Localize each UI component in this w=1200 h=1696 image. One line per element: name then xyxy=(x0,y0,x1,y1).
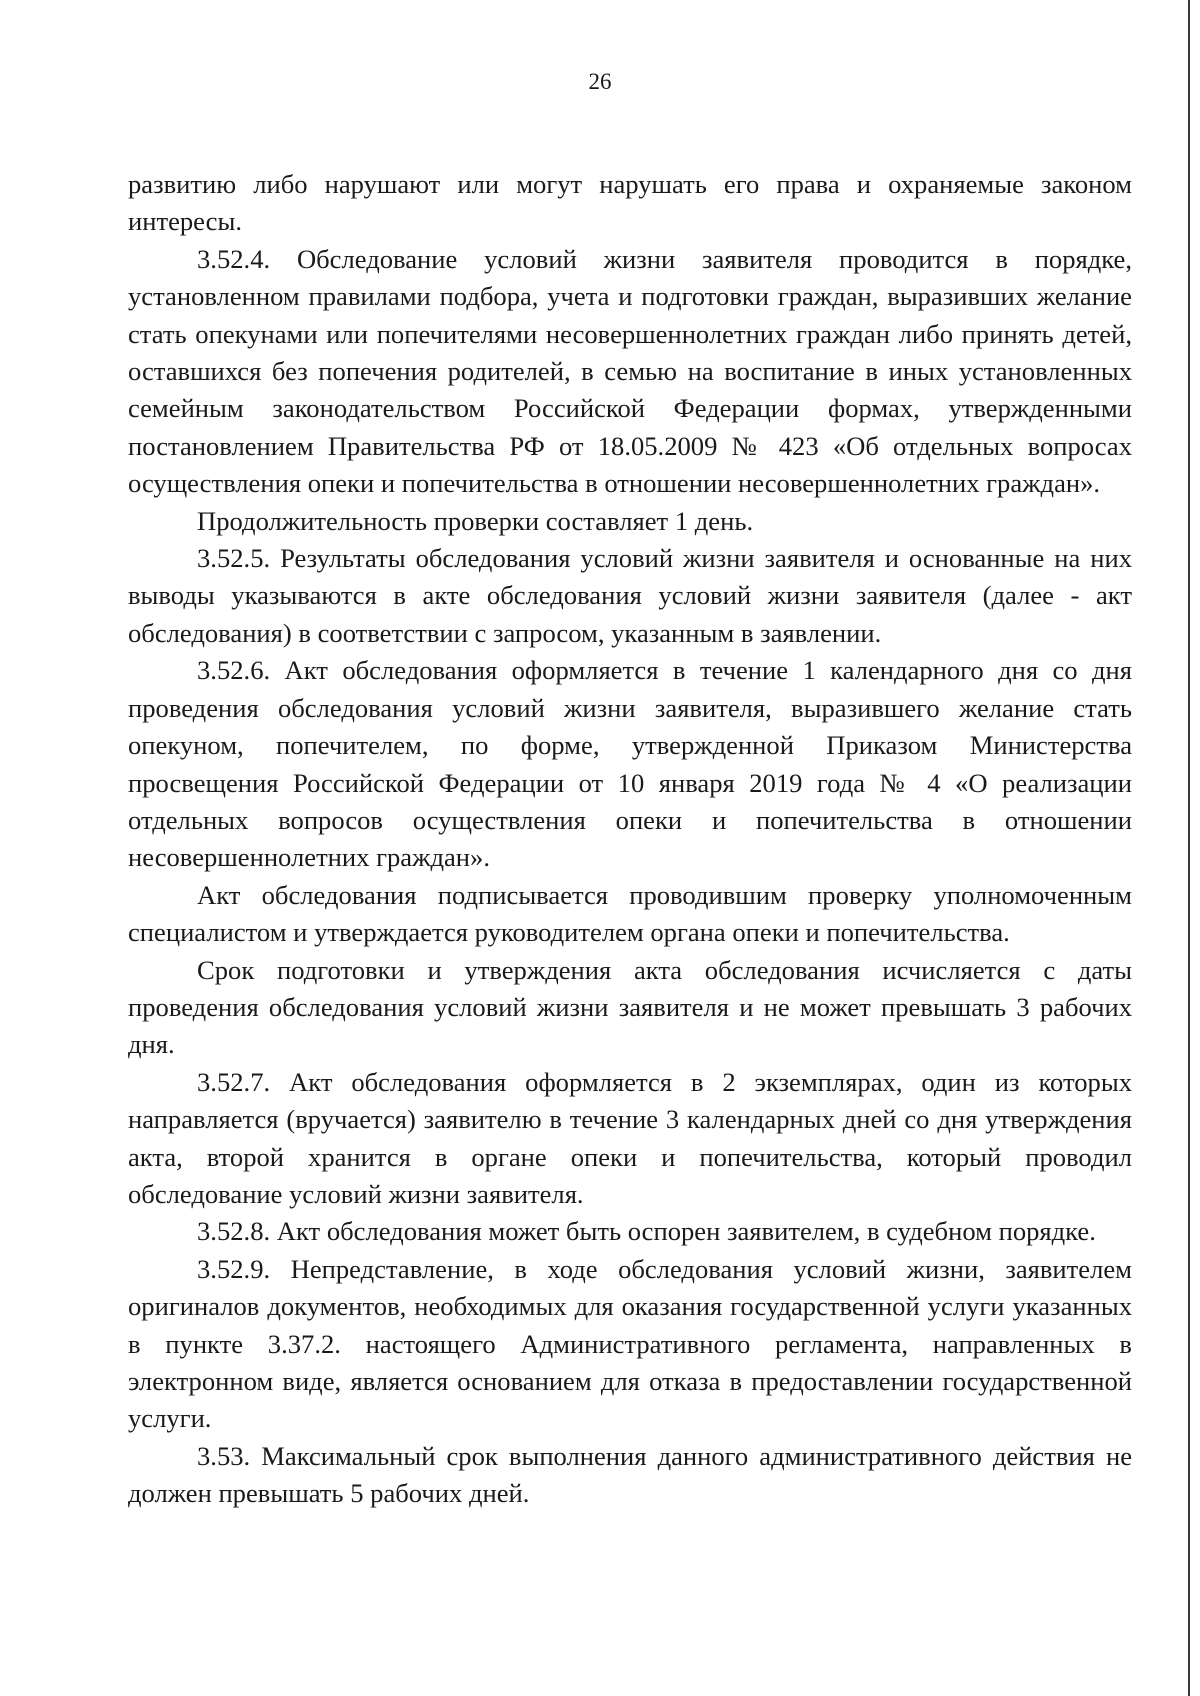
paragraph-act-deadline: Срок подготовки и утверждения акта обследования исчисляется с даты проведения обследования условий жизни заявителя и не может превышать 3 рабочих дня. xyxy=(128,954,1132,1060)
document-body xyxy=(128,166,1132,1513)
paragraph-3-52-4: 3.52.4. Обследование условий жизни заявителя проводится в порядке, установленном правилами подбора, учета и подготовки граждан, выразивших желание стать опекунами или попечителями несовершеннолетних граждан либо принять детей, оставшихся без попечения родителей, в семью на воспитание в иных установленных семейным законодательством Российской Федерации формах, утвержденными постановлением Правительства РФ от 18.05.2009 № 423 «Об отдельных вопросах осуществления опеки и попечительства в отношении несовершеннолетних граждан». xyxy=(128,243,1132,499)
paragraph-3-52-5: 3.52.5. Результаты обследования условий жизни заявителя и основанные на них выводы указываются в акте обследования условий жизни заявителя (далее - акт обследования) в соответствии с запросом, указанным в заявлении. xyxy=(128,543,1132,648)
paragraph-check-duration: Продолжительность проверки составляет 1 день. xyxy=(197,505,754,536)
paragraph-3-53: 3.53. Максимальный срок выполнения данного административного действия не должен превышать 5 рабочих дней. xyxy=(128,1440,1132,1509)
paragraph-3-52-7: 3.52.7. Акт обследования оформляется в 2 экземплярах, один из которых направляется (вручается) заявителю в течение 3 календарных дней со дня утверждения акта, второй хранится в органе опеки и попечительства, который проводил обследование условий жизни заявителя. xyxy=(128,1066,1132,1209)
page-number: 26 xyxy=(588,69,612,94)
paragraph-3-52-6: 3.52.6. Акт обследования оформляется в течение 1 календарного дня со дня проведения обследования условий жизни заявителя, выразившего желание стать опекуном, попечителем, по форме, утвержденной Приказом Министерства просвещения Российской Федерации от 10 января 2019 года № 4 «О реализации отдельных вопросов осуществления опеки и попечительства в отношении несовершеннолетних граждан». xyxy=(128,655,1132,873)
page-edge-line xyxy=(1188,0,1190,1696)
paragraph-continuation: развитию либо нарушают или могут нарушать его права и охраняемые законом интересы. xyxy=(128,169,1132,237)
paragraph-3-52-8: 3.52.8. Акт обследования может быть оспорен заявителем, в судебном порядке. xyxy=(197,1216,1096,1247)
paragraph-act-signing: Акт обследования подписывается проводившим проверку уполномоченным специалистом и утверждается руководителем органа опеки и попечительства. xyxy=(128,879,1132,948)
paragraph-3-52-9: 3.52.9. Непредставление, в ходе обследования условий жизни, заявителем оригиналов документов, необходимых для оказания государственной услуги указанных в пункте 3.37.2. настоящего Административного регламента, направленных в электронном виде, является основанием для отказа в предоставлении государственной услуги. xyxy=(128,1253,1132,1434)
